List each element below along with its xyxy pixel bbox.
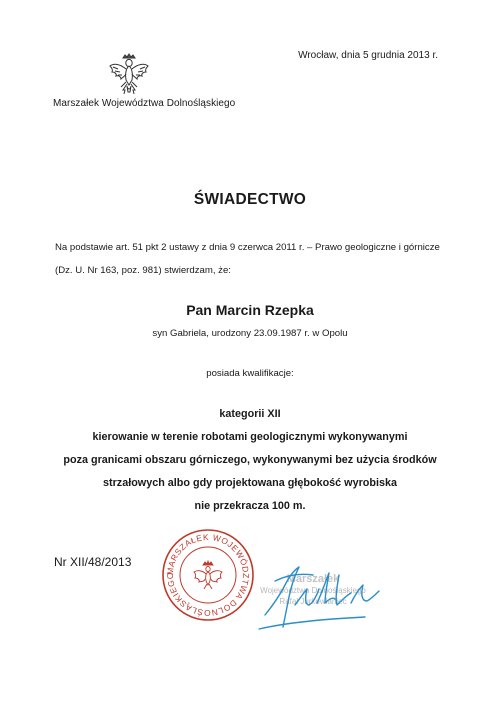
document-title: ŚWIADECTWO <box>193 191 307 208</box>
qualification-line: nie przekracza 100 m. <box>194 500 306 512</box>
legal-basis <box>55 236 450 282</box>
qualification-line: kierowanie w terenie robotami geologicznymi wykonywanymi <box>92 431 408 443</box>
certificate-number: Nr XII/48/2013 <box>54 555 132 569</box>
legal-basis-line: (Dz. U. Nr 163, poz. 981) stwierdzam, że: <box>55 265 231 276</box>
qualification-line: strzałowych albo gdy projektowana głębokość wyrobiska <box>103 477 397 489</box>
official-round-seal <box>160 527 256 623</box>
qualification-block <box>0 403 500 518</box>
holder-name: Pan Marcin Rzepka <box>186 302 314 318</box>
qualification-line: kategorii XII <box>219 408 281 420</box>
qualification-line: poza granicami obszaru górniczego, wykonywanymi bez użycia środków <box>63 454 437 466</box>
place-and-date: Wrocław, dnia 5 grudnia 2013 r. <box>298 50 438 61</box>
stamp-line: Rafał Jurkowlaniec <box>279 597 347 606</box>
stamp-line: Marszałek <box>286 573 340 585</box>
issuer-name: Marszałek Województwa Dolnośląskiego <box>53 98 236 109</box>
stamp-line: Województwa Dolnośląskiego <box>260 586 366 595</box>
legal-basis-line: Na podstawie art. 51 pkt 2 ustawy z dnia 9 czerwca 2011 r. – Prawo geologiczne i górnicze <box>55 242 440 253</box>
svg-text:MARSZAŁEK WOJEWÓDZTWA DOLNOŚLĄ: MARSZAŁEK WOJEWÓDZTWA DOLNOŚLĄSKIEGO <box>164 531 252 619</box>
handwritten-signature <box>255 545 385 635</box>
polish-eagle-emblem-icon <box>106 52 152 98</box>
qualification-intro: posiada kwalifikacje: <box>206 368 294 379</box>
holder-details: syn Gabriela, urodzony 23.09.1987 r. w Opolu <box>152 328 348 339</box>
